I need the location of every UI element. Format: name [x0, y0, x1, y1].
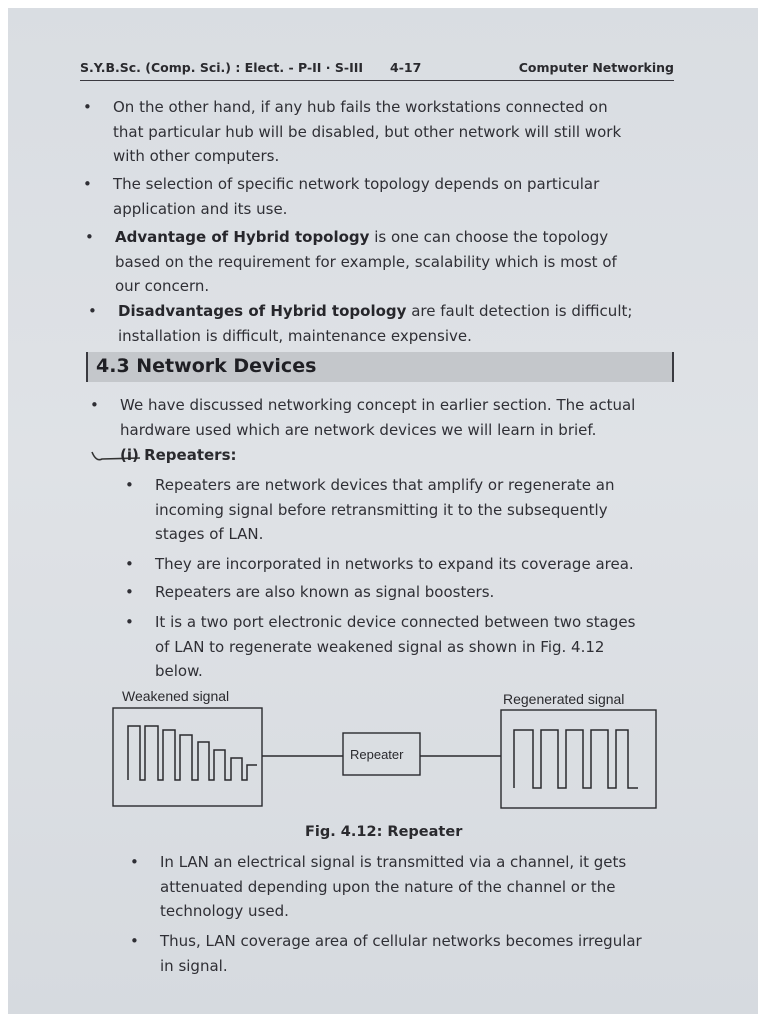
text-line: installation is difficult, maintenance expensive.: [118, 326, 472, 345]
bullet-dot: •: [83, 98, 92, 116]
subsection-title: (i) Repeaters:: [120, 446, 237, 464]
bullet-dot: •: [130, 853, 139, 871]
text-line: In LAN an electrical signal is transmitted via a channel, it gets: [160, 853, 627, 871]
text-line: with other computers.: [113, 147, 280, 165]
text-line: hardware used which are network devices we will learn in brief.: [120, 420, 597, 439]
bullet-dot: •: [125, 555, 134, 573]
bold-term: Advantage of Hybrid topology: [115, 228, 370, 246]
regenerated-waveform: [514, 730, 638, 788]
text-line: our concern.: [115, 277, 210, 295]
text-line: of LAN to regenerate weakened signal as shown in Fig. 4.12: [155, 637, 605, 656]
text-line: Repeaters are also known as signal boosters.: [155, 583, 495, 601]
bullet-dot: •: [83, 175, 92, 193]
bullet-dot: •: [90, 396, 99, 414]
weakened-signal-label: Weakened signal: [122, 688, 230, 704]
text-line: It is a two port electronic device connected between two stages: [155, 613, 636, 631]
figure-caption: Fig. 4.12: Repeater: [305, 824, 463, 840]
text-line: attenuated depending upon the nature of the channel or the: [160, 877, 616, 896]
text-line: We have discussed networking concept in earlier section. The actual: [120, 396, 636, 414]
regenerated-signal-label: Regenerated signal: [503, 691, 625, 707]
text-line: technology used.: [160, 902, 289, 920]
section-title: 4.3 Network Devices: [96, 355, 317, 377]
list-item: [130, 850, 627, 924]
text-line: below.: [155, 662, 203, 680]
text-run: are fault detection is difficult;: [406, 302, 633, 320]
text-line: that particular hub will be disabled, but other network will still work: [113, 122, 622, 141]
text-line: in signal.: [160, 956, 228, 975]
running-head-page: 4-17: [390, 60, 422, 75]
weakened-signal-box: [113, 708, 262, 806]
bullet-dot: •: [125, 613, 134, 631]
bullet-dot: •: [125, 476, 134, 494]
text-line: based on the requirement for example, scalability which is most of: [115, 252, 617, 271]
text-line: On the other hand, if any hub fails the workstations connected on: [113, 98, 608, 116]
weakened-waveform: [128, 726, 257, 780]
text-line: application and its use.: [113, 199, 288, 218]
bullet-dot: •: [125, 583, 134, 601]
list-item: [130, 929, 642, 978]
text-line: incoming signal before retransmitting it to the subsequently: [155, 500, 608, 519]
bold-term: Disadvantages of Hybrid topology: [118, 302, 407, 320]
text-line: stages of LAN.: [155, 525, 264, 543]
regenerated-signal-box: [501, 710, 656, 808]
text-line: Thus, LAN coverage area of cellular networks becomes irregular: [160, 932, 642, 950]
text-line: Repeaters are network devices that amplify or regenerate an: [155, 476, 615, 494]
text-line: The selection of specific network topology depends on particular: [113, 175, 600, 193]
bullet-dot: •: [130, 932, 139, 950]
text-line: They are incorporated in networks to expand its coverage area.: [155, 555, 634, 573]
bullet-dot: •: [88, 302, 97, 320]
text-run: is one can choose the topology: [369, 228, 609, 246]
running-head-course: S.Y.B.Sc. (Comp. Sci.) : Elect. - P-II · S-III: [80, 60, 364, 75]
repeater-box-label: Repeater: [350, 747, 404, 762]
running-head-subject: Computer Networking: [518, 60, 674, 75]
bullet-dot: •: [85, 228, 94, 246]
